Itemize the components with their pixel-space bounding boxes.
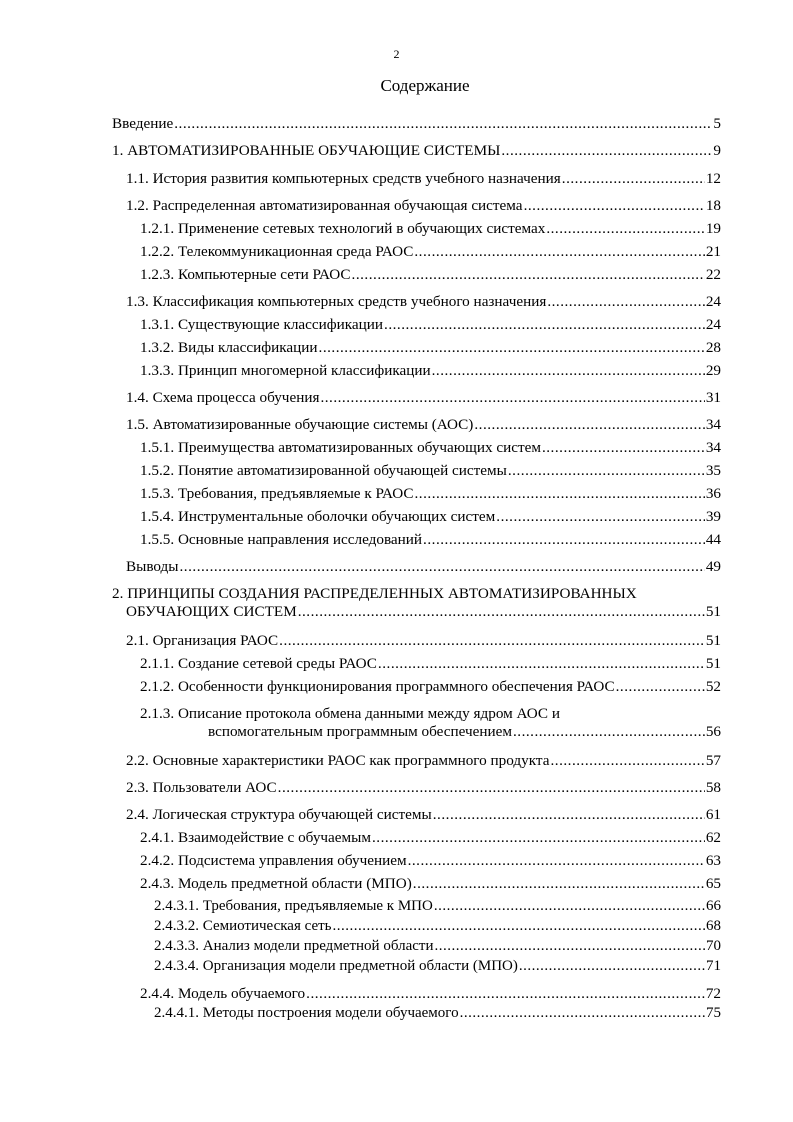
- toc-entry-page: 44: [705, 531, 721, 548]
- toc-entry-title-line2: вспомогательным программным обеспечением: [208, 723, 512, 740]
- toc-entry-title: 1.3.1. Существующие классификации: [140, 316, 384, 333]
- dot-leader: [459, 1005, 705, 1022]
- toc-entry-page: 34: [705, 439, 721, 456]
- dot-leader: [495, 508, 705, 526]
- toc-entry-title: 2.4.4. Модель обучаемого: [140, 985, 306, 1002]
- toc-entry[interactable]: [140, 266, 721, 284]
- toc-title: Содержание: [380, 76, 470, 95]
- toc-entry-title: 1.5. Автоматизированные обучающие системы (АОС): [126, 416, 474, 433]
- toc-entry-title: 2.4.3.2. Семиотическая сеть: [154, 918, 332, 934]
- dot-leader: [332, 918, 706, 935]
- toc-entry-page: 71: [706, 958, 721, 974]
- toc-entry[interactable]: [126, 197, 721, 215]
- toc-entry-title: 2.4.1. Взаимодействие с обучаемым: [140, 829, 371, 846]
- toc-entry[interactable]: [126, 632, 721, 650]
- toc-entry[interactable]: [126, 752, 721, 770]
- toc-entry[interactable]: [112, 585, 721, 621]
- dot-leader: [278, 632, 705, 650]
- toc-entry[interactable]: [140, 985, 721, 1003]
- toc-entry[interactable]: [140, 655, 721, 673]
- toc-entry-title-line2: ОБУЧАЮЩИХ СИСТЕМ: [126, 603, 297, 620]
- toc-entry-title: 2.4.4.1. Методы построения модели обучаемого: [154, 1005, 459, 1021]
- toc-entry[interactable]: [126, 806, 721, 824]
- toc-entry-page: 66: [706, 898, 721, 914]
- toc-entry[interactable]: [140, 316, 721, 334]
- dot-leader: [371, 829, 705, 847]
- toc-entry-title: 2.4.3.4. Организация модели предметной области (МПО): [154, 958, 518, 974]
- toc-entry-title: 1.2.2. Телекоммуникационная среда РАОС: [140, 243, 414, 260]
- dot-leader: [179, 558, 705, 576]
- toc-entry-title: 2.4.3.3. Анализ модели предметной области: [154, 938, 434, 954]
- toc-entry-page: 51: [705, 632, 721, 649]
- dot-leader: [297, 603, 705, 621]
- toc-entry-page: 21: [705, 243, 721, 260]
- dot-leader: [407, 852, 705, 870]
- toc-entry-title: 2.2. Основные характеристики РАОС как программного продукта: [126, 752, 550, 769]
- toc-entry[interactable]: [112, 142, 721, 160]
- toc-entry-title: 2.4. Логическая структура обучающей системы: [126, 806, 432, 823]
- toc-entry-page: 63: [705, 852, 721, 869]
- dot-leader: [541, 439, 705, 457]
- toc-entry-title: 2.4.3.1. Требования, предъявляемые к МПО: [154, 898, 433, 914]
- toc-entry-title: 1.2.3. Компьютерные сети РАОС: [140, 266, 351, 283]
- toc-entry[interactable]: [140, 243, 721, 261]
- toc-entry[interactable]: [140, 508, 721, 526]
- toc-entry-page: 51: [705, 603, 721, 620]
- toc-entry-title: 1.5.3. Требования, предъявляемые к РАОС: [140, 485, 414, 502]
- toc-entry-page: 57: [705, 752, 721, 769]
- toc-entry[interactable]: [140, 829, 721, 847]
- dot-leader: [422, 531, 705, 549]
- toc-entry-page: 31: [705, 389, 721, 406]
- toc-entry[interactable]: [154, 1005, 721, 1022]
- toc-entry-page: 39: [705, 508, 721, 525]
- toc-entry-page: 51: [705, 655, 721, 672]
- toc-entry-title: 1.4. Схема процесса обучения: [126, 389, 320, 406]
- toc-entry-page: 34: [705, 416, 721, 433]
- dot-leader: [412, 875, 705, 893]
- toc-entry-title: 1.1. История развития компьютерных средств учебного назначения: [126, 170, 561, 187]
- toc-entry-title: 1.2. Распределенная автоматизированная обучающая система: [126, 197, 523, 214]
- toc-entry-page: 35: [705, 462, 721, 479]
- toc-entry-page: 28: [705, 339, 721, 356]
- toc-entry-title: 1.3. Классификация компьютерных средств учебного назначения: [126, 293, 547, 310]
- toc-entry-page: 36: [705, 485, 721, 502]
- toc-entry-title: Введение: [112, 115, 174, 132]
- toc-entry-page: 62: [705, 829, 721, 846]
- dot-leader: [507, 462, 705, 480]
- dot-leader: [305, 985, 705, 1003]
- toc-entry[interactable]: [140, 705, 721, 741]
- toc-entry-title-line1: 2. ПРИНЦИПЫ СОЗДАНИЯ РАСПРЕДЕЛЕННЫХ АВТОМАТИЗИРОВАННЫХ: [112, 585, 637, 602]
- dot-leader: [546, 293, 705, 311]
- toc-entry-page: 56: [705, 723, 721, 740]
- toc-entry-title: 1.2.1. Применение сетевых технологий в обучающих системах: [140, 220, 546, 237]
- dot-leader: [433, 938, 705, 955]
- toc-entry-page: 29: [705, 362, 721, 379]
- toc-entry-page: 22: [705, 266, 721, 283]
- toc-entry-title: 2.1. Организация РАОС: [126, 632, 279, 649]
- toc-entry-title: 1.5.4. Инструментальные оболочки обучающих систем: [140, 508, 496, 525]
- toc-entry[interactable]: [154, 898, 721, 915]
- toc-entry-title: 2.1.1. Создание сетевой среды РАОС: [140, 655, 377, 672]
- toc-entry[interactable]: [126, 293, 721, 311]
- toc-entry-title: 2.4.2. Подсистема управления обучением: [140, 852, 407, 869]
- toc-entry-title: Выводы: [126, 558, 179, 575]
- dot-leader: [319, 389, 704, 407]
- dot-leader: [173, 115, 712, 133]
- dot-leader: [351, 266, 705, 284]
- toc-entry[interactable]: [154, 958, 721, 975]
- toc-entry[interactable]: [140, 875, 721, 893]
- toc-entry-title: 2.4.3. Модель предметной области (МПО): [140, 875, 412, 892]
- toc-entry[interactable]: [140, 678, 721, 696]
- dot-leader: [431, 362, 705, 380]
- dot-leader: [413, 243, 704, 261]
- dot-leader: [518, 958, 705, 975]
- dot-leader: [414, 485, 705, 503]
- toc-entry-page: 75: [706, 1005, 721, 1021]
- toc-entry-page: 61: [705, 806, 721, 823]
- dot-leader: [512, 723, 705, 741]
- toc-entry[interactable]: [126, 779, 721, 797]
- dot-leader: [277, 779, 705, 797]
- toc-entry[interactable]: [140, 439, 721, 457]
- toc-entry[interactable]: [140, 531, 721, 549]
- dot-leader: [377, 655, 705, 673]
- dot-leader: [545, 220, 705, 238]
- dot-leader: [500, 142, 712, 160]
- toc-entry[interactable]: [126, 416, 721, 434]
- toc-entry-title: 1. АВТОМАТИЗИРОВАННЫЕ ОБУЧАЮЩИЕ СИСТЕМЫ: [112, 142, 501, 159]
- toc-entry-page: 18: [705, 197, 721, 214]
- dot-leader: [549, 752, 704, 770]
- toc-entry[interactable]: [140, 462, 721, 480]
- toc-entry[interactable]: [140, 852, 721, 870]
- toc-entry[interactable]: [140, 362, 721, 380]
- dot-leader: [318, 339, 705, 357]
- toc-entry-title: 1.3.2. Виды классификации: [140, 339, 318, 356]
- toc-entry[interactable]: [126, 558, 721, 576]
- toc-entry[interactable]: [154, 918, 721, 935]
- toc-entry-page: 58: [705, 779, 721, 796]
- toc-entry-page: 12: [705, 170, 721, 187]
- toc-entry[interactable]: [126, 170, 721, 188]
- dot-leader: [432, 806, 705, 824]
- toc-entry-page: 5: [713, 115, 721, 132]
- toc-entry-title: 2.3. Пользователи АОС: [126, 779, 277, 796]
- dot-leader: [615, 678, 705, 696]
- toc-entry-page: 65: [705, 875, 721, 892]
- toc-entry-title: 1.5.5. Основные направления исследований: [140, 531, 423, 548]
- toc-entry-page: 49: [705, 558, 721, 575]
- dot-leader: [473, 416, 704, 434]
- dot-leader: [433, 898, 705, 915]
- toc-entry-page: 72: [705, 985, 721, 1002]
- toc-entry-page: 24: [705, 316, 721, 333]
- toc-entry-page: 9: [713, 142, 721, 159]
- dot-leader: [523, 197, 705, 215]
- dot-leader: [383, 316, 705, 334]
- toc-entry[interactable]: [126, 389, 721, 407]
- toc-entry[interactable]: [140, 485, 721, 503]
- toc-entry-page: 24: [705, 293, 721, 310]
- page-number: 2: [393, 47, 400, 61]
- toc-entry[interactable]: [154, 938, 721, 955]
- toc-entry[interactable]: [112, 115, 721, 133]
- toc-entry-page: 70: [706, 938, 721, 954]
- toc-entry-page: 68: [706, 918, 721, 934]
- toc-entry[interactable]: [140, 220, 721, 238]
- toc-entry[interactable]: [140, 339, 721, 357]
- toc-entry-page: 52: [705, 678, 721, 695]
- toc-entry-title: 1.5.2. Понятие автоматизированной обучающей системы: [140, 462, 507, 479]
- toc-entry-page: 19: [705, 220, 721, 237]
- toc-entry-title: 2.1.2. Особенности функционирования программного обеспечения РАОС: [140, 678, 615, 695]
- dot-leader: [561, 170, 705, 188]
- toc-entry-title: 1.3.3. Принцип многомерной классификации: [140, 362, 431, 379]
- toc-entry-title-line1: 2.1.3. Описание протокола обмена данными между ядром АОС и: [140, 705, 560, 722]
- toc-entry-title: 1.5.1. Преимущества автоматизированных обучающих систем: [140, 439, 541, 456]
